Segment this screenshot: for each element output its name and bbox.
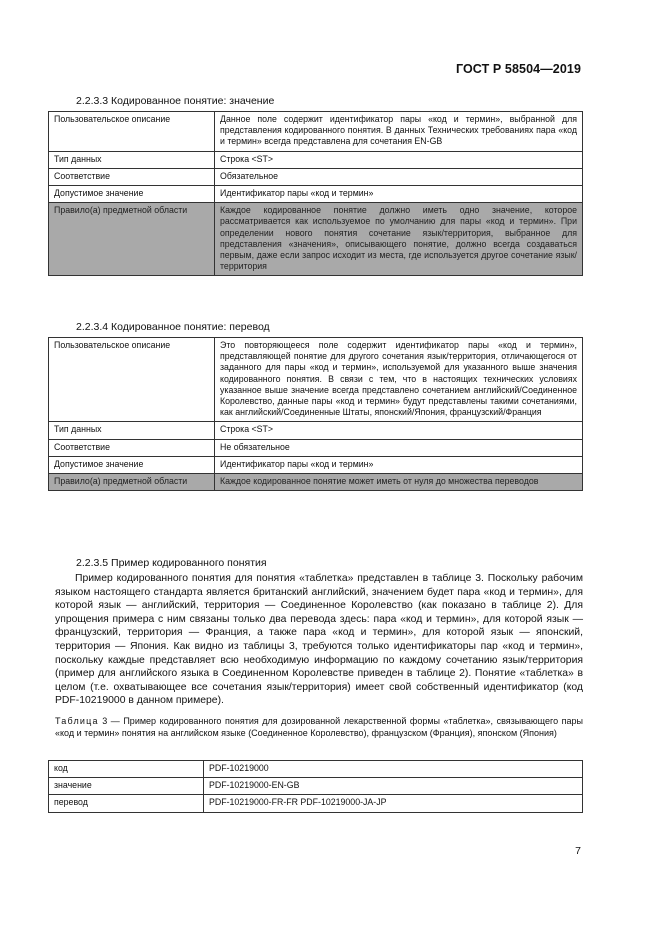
row-value: Идентификатор пары «код и термин» (215, 456, 583, 473)
row-value: Обязательное (215, 168, 583, 185)
example-table-3 (48, 760, 583, 813)
row-label: Соответствие (49, 168, 215, 185)
row-label: Допустимое значение (49, 456, 215, 473)
row-label: Правило(а) предметной области (49, 203, 215, 276)
table-row (49, 778, 583, 795)
row-label: Правило(а) предметной области (49, 474, 215, 491)
table-row (49, 456, 583, 473)
row-label: Пользовательское описание (49, 112, 215, 152)
table-row (49, 151, 583, 168)
row-label: Допустимое значение (49, 186, 215, 203)
translation-attribute-table (48, 337, 583, 491)
row-value: Идентификатор пары «код и термин» (215, 186, 583, 203)
paragraph-text: Пример кодированного понятия для понятия «таблетка» представлен в таблице 3. Поскольку рабочим языком настоящего стандарта является британский английский, значением будет пара «код и термин», для которой язык — английский, территория — Соединенное Королевство (как показано в таблице 2). Для упрощения примера с ним связаны только два перевода здесь: пара «код и термин», для которой язык — французский, территория — Франция, а также пара «код и термин», для которой язык — японский, территория — Япония. Как видно из таблицы 3, требуются только идентификаторы пар «код и термин», поскольку каждые представляет всю необходимую информацию по каждому сочетанию язык/территория (пример для английского языка в Соединенном Королевстве приведен в таблице 2). Понятие «таблетка» в целом (т.е. охватывающее все сочетания язык/территория) имеет свой собственный идентификатор (код PDF-10219000 в данном примере). (55, 573, 583, 707)
table-row-shaded (49, 203, 583, 276)
row-value: Строка <ST> (215, 422, 583, 439)
row-value: Каждое кодированное понятие должно иметь одно значение, которое рассматривается как используемое по умолчанию для пары «код и термин». При определении нового понятия сочетание язык/территория, выбранное для представления «значения», описывающего понятие, должно всегда создаваться первым, даже если запрос исходит из места, где используется другое сочетание язык/территория (215, 203, 583, 276)
table-row (49, 439, 583, 456)
row-value: Это повторяющееся поле содержит идентификатор пары «код и термин», представляющей понятие для другого сочетания язык/территория, отличающегося от заданного для пары «код и термин», используемой для указанного выше значения кодированного понятия. В связи с тем, что в настоящих технических условиях указанное выше значение всегда представлено сочетанием английский/Соединенное Королевство, данные пары «код и термин» будут представлены такими сочетаниями, как английский/Соединенные Штаты, японский/Япония, французский/Франция (215, 338, 583, 422)
document-header: ГОСТ Р 58504—2019 (455, 62, 581, 76)
row-value: Данное поле содержит идентификатор пары «код и термин», выбранной для представления кодированного понятия. В данных Технических требованиях пара «код и термин» всегда представлена для сочетания EN-GB (215, 112, 583, 152)
page-number: 7 (575, 845, 581, 857)
table-row-shaded (49, 474, 583, 491)
table-row (49, 168, 583, 185)
row-value: Строка <ST> (215, 151, 583, 168)
row-label: Тип данных (49, 151, 215, 168)
table-row (49, 186, 583, 203)
section-heading-example: 2.2.3.5 Пример кодированного понятия (76, 557, 267, 569)
table-row (49, 795, 583, 812)
section-heading-translation: 2.2.3.4 Кодированное понятие: перевод (76, 321, 270, 333)
example-paragraph (55, 572, 583, 708)
section-heading-value: 2.2.3.3 Кодированное понятие: значение (76, 95, 275, 107)
row-label: перевод (49, 795, 204, 812)
table-row (49, 422, 583, 439)
row-value: PDF-10219000-EN-GB (204, 778, 583, 795)
row-label: код (49, 761, 204, 778)
row-label: Пользовательское описание (49, 338, 215, 422)
row-label: Соответствие (49, 439, 215, 456)
row-label: Тип данных (49, 422, 215, 439)
table-row (49, 338, 583, 422)
table-row (49, 761, 583, 778)
row-value: PDF-10219000 (204, 761, 583, 778)
caption-label: Таблица (55, 716, 99, 726)
row-label: значение (49, 778, 204, 795)
row-value: Не обязательное (215, 439, 583, 456)
row-value: Каждое кодированное понятие может иметь от нуля до множества переводов (215, 474, 583, 491)
table-row (49, 112, 583, 152)
value-attribute-table (48, 111, 583, 276)
row-value: PDF-10219000-FR-FR PDF-10219000-JA-JP (204, 795, 583, 812)
table3-caption (55, 716, 583, 739)
caption-text: 3 — Пример кодированного понятия для дозированной лекарственной формы «таблетка», связывающего пары «код и термин» понятия на английском языке (Соединенное Королевство), французском (Франция), японском (Япония) (55, 716, 583, 738)
